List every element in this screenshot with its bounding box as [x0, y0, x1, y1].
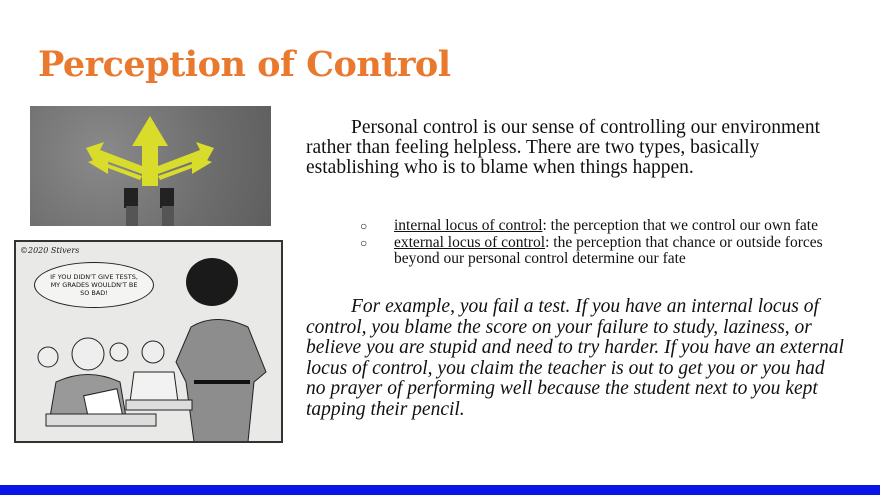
term-external-locus: external locus of control — [394, 234, 546, 251]
slide-title: Perception of Control — [38, 44, 451, 85]
cartoon-copyright: ©2020 Stivers — [20, 246, 80, 255]
definition-external-locus: : the perception that chance or outside forces beyond our personal control determine our fate — [394, 234, 823, 267]
bottom-accent-bar — [0, 485, 880, 495]
bullet-external-locus — [360, 235, 860, 267]
example-paragraph: For example, you fail a test. If you have an internal locus of control, you blame the score on your failure to study, laziness, or believe you are stupid and need to try harder. If you have an external locus of control, you claim the teacher is out to get you or you had no prayer of performing well because the student next to you kept tapping their pencil. — [306, 296, 844, 420]
bullet-circle-icon: ○ — [360, 219, 368, 233]
bullet-internal-locus — [360, 218, 860, 234]
speech-bubble: IF YOU DIDN'T GIVE TESTS, MY GRADES WOULDN'T BE SO BAD! — [34, 262, 154, 308]
classroom-cartoon — [14, 240, 283, 443]
definition-internal-locus: : the perception that we control our own fate — [542, 217, 818, 234]
crossroads-arrows-photo — [30, 106, 271, 226]
yellow-arrows-icon — [30, 106, 271, 226]
bullet-circle-icon: ○ — [360, 236, 368, 250]
locus-bullet-list — [360, 218, 860, 268]
intro-paragraph: Personal control is our sense of controlling our environment rather than feeling helpless. There are two types, basically establishing who is to blame when things happen. — [306, 117, 820, 178]
term-internal-locus: internal locus of control — [394, 217, 543, 234]
